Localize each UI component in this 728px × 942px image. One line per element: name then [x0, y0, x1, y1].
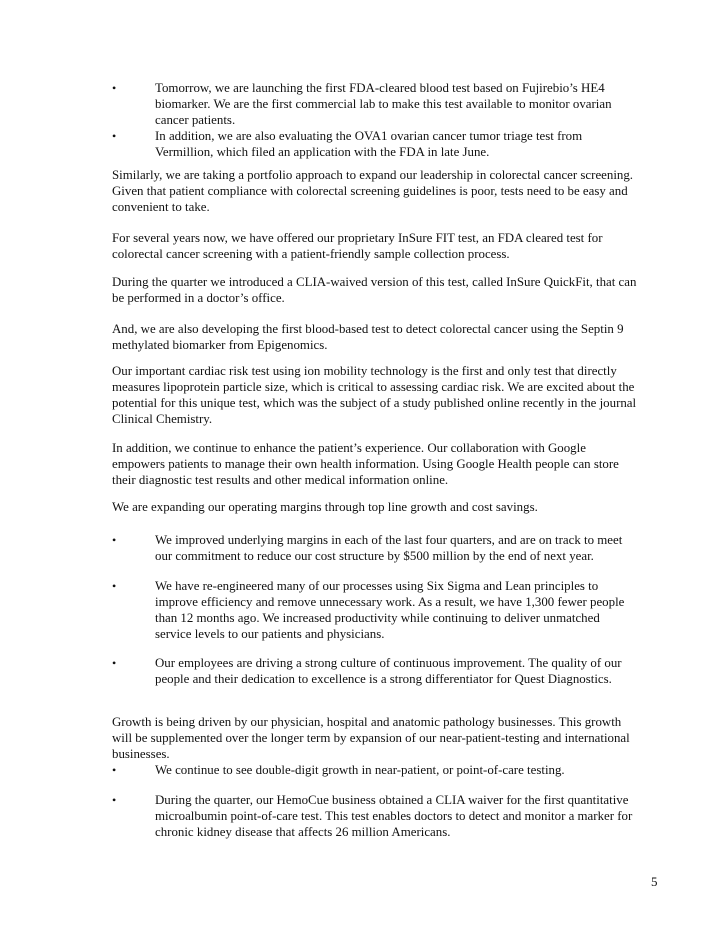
bullet-top-1-line-2: biomarker. We are the first commercial lab to make this test available to monitor ovarian	[155, 97, 612, 111]
para-5-line-3: potential for this unique test, which was the subject of a study published online recently in the journal	[112, 396, 637, 410]
bullet-top-2-line-2: Vermillion, which filed an application with the FDA in late June.	[155, 145, 490, 159]
bullet-marker: •	[112, 81, 117, 95]
para-2-line-2: colorectal cancer screening with a patient-friendly sample collection process.	[112, 247, 510, 261]
bullet-marker: •	[112, 129, 117, 143]
bullet-marker: •	[112, 533, 117, 547]
bullet-marker: •	[112, 579, 117, 593]
growth-line-2: will be supplemented over the longer term by expansion of our near-patient-testing and international	[112, 731, 630, 745]
bullet-top-2-line-1: In addition, we are also evaluating the OVA1 ovarian cancer tumor triage test from	[155, 129, 583, 143]
bullet-growth-2-line-2: microalbumin point-of-care test. This test enables doctors to detect and monitor a marker for	[155, 809, 633, 823]
bullet-margins-1-line-1: We improved underlying margins in each of the last four quarters, and are on track to meet	[155, 533, 623, 547]
para-1-line-2: Given that patient compliance with colorectal screening guidelines is poor, tests need to be easy and	[112, 184, 628, 198]
bullet-growth-2-line-3: chronic kidney disease that affects 26 million Americans.	[155, 825, 451, 839]
bullet-marker: •	[112, 763, 117, 777]
bullet-top-1-line-1: Tomorrow, we are launching the first FDA-cleared blood test based on Fujirebio’s HE4	[155, 81, 605, 95]
para-5-line-2: measures lipoprotein particle size, which is critical to assessing cardiac risk. We are excited about the	[112, 380, 635, 394]
para-4-line-2: methylated biomarker from Epigenomics.	[112, 338, 328, 352]
bullet-marker: •	[112, 793, 117, 807]
para-6-line-1: In addition, we continue to enhance the patient’s experience. Our collaboration with Google	[112, 441, 586, 455]
bullet-margins-2-line-4: service levels to our patients and physicians.	[155, 627, 385, 641]
bullet-margins-1-line-2: our commitment to reduce our cost structure by $500 million by the end of next year.	[155, 549, 594, 563]
bullet-growth-2-line-1: During the quarter, our HemoCue business obtained a CLIA waiver for the first quantitative	[155, 793, 629, 807]
bullet-margins-2-line-3: than 12 months ago. We increased productivity while continuing to deliver unmatched	[155, 611, 600, 625]
para-1-line-1: Similarly, we are taking a portfolio approach to expand our leadership in colorectal cancer screening.	[112, 168, 634, 182]
para-6-line-3: their diagnostic test results and other medical information online.	[112, 473, 449, 487]
bullet-margins-2-line-2: improve efficiency and remove unnecessary work. As a result, we have 1,300 fewer people	[155, 595, 625, 609]
bullet-growth-1-line-1: We continue to see double-digit growth in near-patient, or point-of-care testing.	[155, 763, 565, 777]
para-5-line-1: Our important cardiac risk test using ion mobility technology is the first and only test that directly	[112, 364, 617, 378]
para-4-line-1: And, we are also developing the first blood-based test to detect colorectal cancer using the Septin 9	[112, 322, 624, 336]
bullet-margins-3-line-1: Our employees are driving a strong culture of continuous improvement. The quality of our	[155, 656, 622, 670]
para-5-line-4: Clinical Chemistry.	[112, 412, 213, 426]
bullet-margins-3-line-2: people and their dedication to excellence is a strong differentiator for Quest Diagnostics.	[155, 672, 612, 686]
growth-line-3: businesses.	[112, 747, 170, 761]
para-1-line-3: convenient to take.	[112, 200, 210, 214]
bullet-margins-2-line-1: We have re-engineered many of our processes using Six Sigma and Lean principles to	[155, 579, 599, 593]
para-6-line-2: empowers patients to manage their own health information. Using Google Health people can store	[112, 457, 619, 471]
bullet-top-1-line-3: cancer patients.	[155, 113, 236, 127]
growth-line-1: Growth is being driven by our physician, hospital and anatomic pathology businesses. This growth	[112, 715, 622, 729]
para-3-line-2: be performed in a doctor’s office.	[112, 291, 285, 305]
page-number: 5	[651, 874, 658, 889]
para-7-line-1: We are expanding our operating margins through top line growth and cost savings.	[112, 500, 538, 514]
bullet-marker: •	[112, 656, 117, 670]
para-3-line-1: During the quarter we introduced a CLIA-waived version of this test, called InSure QuickFit, that can	[112, 275, 637, 289]
para-2-line-1: For several years now, we have offered our proprietary InSure FIT test, an FDA cleared test for	[112, 231, 603, 245]
